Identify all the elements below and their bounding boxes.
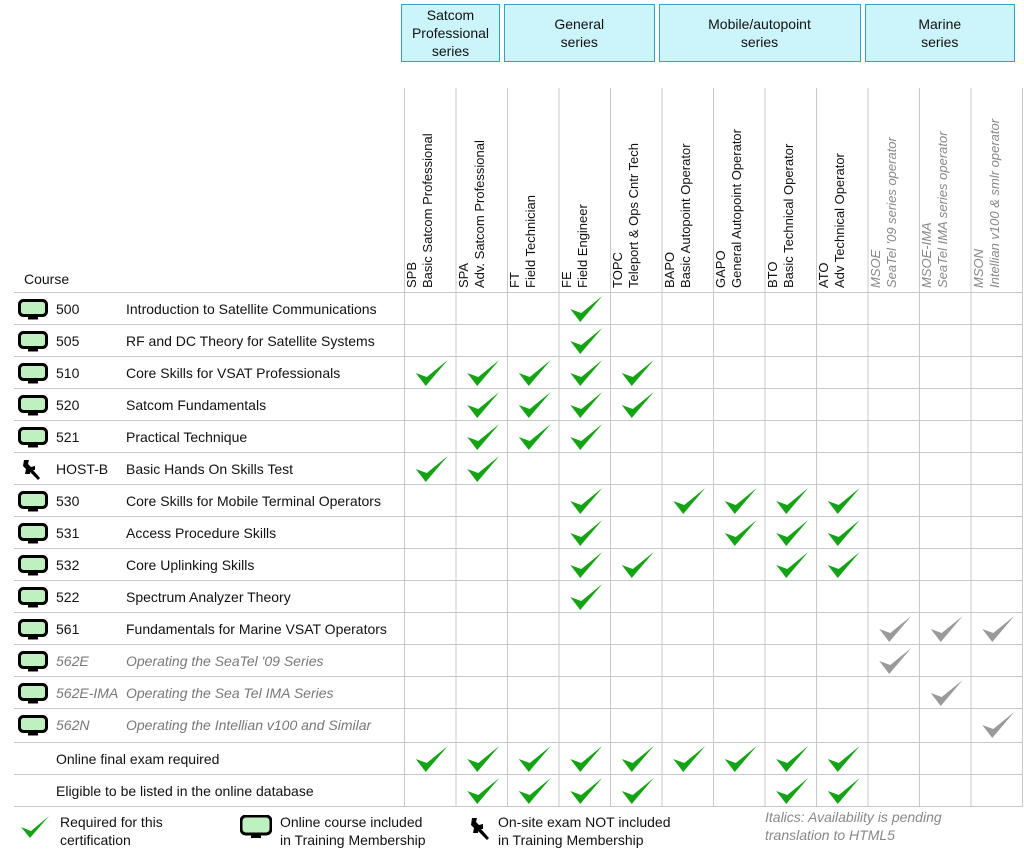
course-number: 562E bbox=[56, 653, 89, 669]
course-title: Spectrum Analyzer Theory bbox=[126, 589, 291, 605]
legend-onsite-text: On-site exam NOT included in Training Membership bbox=[498, 814, 671, 848]
series-label: Marine series bbox=[918, 16, 962, 50]
course-number: 532 bbox=[56, 557, 80, 573]
column-name: Adv Technical Operator bbox=[832, 153, 847, 288]
column-code: TOPC bbox=[610, 252, 625, 288]
course-number: 562E-IMA bbox=[56, 685, 119, 701]
checkmark-icon bbox=[828, 552, 860, 578]
monitor-icon bbox=[18, 395, 48, 417]
checkmark-icon bbox=[776, 488, 808, 514]
column-name: Basic Technical Operator bbox=[780, 143, 796, 288]
row-label: Eligible to be listed in the online database bbox=[56, 783, 314, 799]
monitor-icon bbox=[18, 715, 48, 737]
column-name: General Autopoint Operator bbox=[729, 129, 744, 288]
series-label: General series bbox=[554, 16, 605, 50]
checkmark-icon bbox=[570, 296, 602, 322]
monitor-icon bbox=[18, 491, 48, 513]
monitor-icon bbox=[18, 619, 48, 641]
checkmark-icon bbox=[725, 488, 757, 514]
checkmark-icon bbox=[622, 746, 654, 772]
checkmark-icon bbox=[519, 746, 551, 772]
course-number: 520 bbox=[56, 397, 80, 413]
course-column-header: Course bbox=[24, 271, 70, 287]
course-number: 505 bbox=[56, 333, 80, 349]
checkmark-icon bbox=[622, 552, 654, 578]
checkmark-icon bbox=[570, 328, 602, 354]
course-row bbox=[0, 775, 400, 807]
monitor-icon bbox=[18, 363, 48, 385]
course-row bbox=[0, 325, 400, 357]
course-number: 562N bbox=[56, 717, 90, 733]
course-row bbox=[0, 549, 400, 581]
series-label: Satcom Professional series bbox=[411, 7, 490, 59]
course-title: Operating the Sea Tel IMA Series bbox=[126, 685, 334, 701]
wrench-icon bbox=[18, 459, 48, 481]
course-title: Practical Technique bbox=[126, 429, 248, 445]
legend-check-text: Required for this certification bbox=[60, 814, 163, 848]
course-number: 530 bbox=[56, 493, 80, 509]
checkmark-icon bbox=[828, 520, 860, 546]
course-title: Satcom Fundamentals bbox=[126, 397, 267, 413]
checkmark-icon bbox=[673, 488, 705, 514]
course-row bbox=[0, 709, 400, 741]
column-name: Field Technician bbox=[523, 195, 538, 288]
checkmark-icon bbox=[467, 746, 499, 772]
checkmark-icon bbox=[673, 746, 705, 772]
column-name: Basic Satcom Professional bbox=[420, 133, 435, 288]
series-label: Mobile/autopoint series bbox=[708, 16, 811, 50]
course-row bbox=[0, 293, 400, 325]
course-title: Basic Hands On Skills Test bbox=[126, 461, 294, 477]
monitor-icon bbox=[18, 587, 48, 609]
course-number: HOST-B bbox=[56, 461, 109, 477]
monitor-icon bbox=[18, 523, 48, 545]
course-row bbox=[0, 677, 400, 709]
course-number: 522 bbox=[56, 589, 80, 605]
legend-italic-note: Italics: Availability is pending translation to HTML5 bbox=[765, 809, 942, 843]
course-title: RF and DC Theory for Satellite Systems bbox=[126, 333, 375, 349]
checkmark-icon bbox=[570, 520, 602, 546]
course-title: Operating the Intellian v100 and Similar bbox=[126, 717, 372, 733]
column-code: FE bbox=[558, 271, 574, 288]
column-name: Basic Autopoint Operator bbox=[677, 143, 693, 288]
course-row bbox=[0, 421, 400, 453]
checkmark-icon bbox=[519, 360, 551, 386]
course-title: Core Skills for Mobile Terminal Operators bbox=[126, 493, 381, 509]
course-row bbox=[0, 743, 400, 775]
checkmark-icon bbox=[570, 552, 602, 578]
course-number: 510 bbox=[56, 365, 80, 381]
monitor-icon bbox=[18, 683, 48, 705]
checkmark-icon bbox=[570, 488, 602, 514]
column-code: SPB bbox=[404, 261, 419, 288]
course-row bbox=[0, 517, 400, 549]
course-row bbox=[0, 357, 400, 389]
course-title: Core Skills for VSAT Professionals bbox=[126, 365, 341, 381]
checkmark-icon bbox=[570, 584, 602, 610]
course-row bbox=[0, 613, 400, 645]
course-row bbox=[0, 453, 400, 485]
monitor-icon bbox=[18, 427, 48, 449]
column-code: FT bbox=[507, 272, 522, 288]
checkmark-icon bbox=[622, 778, 654, 804]
checkmark-icon bbox=[519, 392, 551, 418]
monitor-icon bbox=[18, 555, 48, 577]
checkmark-icon bbox=[416, 746, 448, 772]
checkmark-icon bbox=[622, 392, 654, 418]
checkmark-pending-icon bbox=[931, 616, 963, 642]
course-row bbox=[0, 645, 400, 677]
checkmark-pending-icon bbox=[982, 712, 1014, 738]
checkmark-icon bbox=[828, 746, 860, 772]
course-title: Access Procedure Skills bbox=[126, 525, 277, 541]
column-code: SPA bbox=[455, 262, 471, 288]
course-number: 521 bbox=[56, 429, 80, 445]
column-code: BTO bbox=[764, 261, 780, 288]
row-label: Online final exam required bbox=[56, 751, 220, 767]
column-code: GAPO bbox=[713, 250, 728, 288]
checkmark-pending-icon bbox=[879, 616, 911, 642]
checkmark-icon bbox=[416, 360, 448, 386]
checkmark-icon bbox=[570, 746, 602, 772]
course-number: 531 bbox=[56, 525, 80, 541]
checkmark-icon bbox=[570, 392, 602, 418]
legend-online-text: Online course included in Training Membership bbox=[280, 814, 426, 848]
checkmark-icon bbox=[519, 778, 551, 804]
monitor-icon bbox=[18, 651, 48, 673]
course-row bbox=[0, 485, 400, 517]
monitor-icon bbox=[18, 299, 48, 321]
legend-check-icon bbox=[18, 812, 52, 842]
column-name: SeaTel '09 series operator bbox=[883, 137, 899, 288]
course-row bbox=[0, 389, 400, 421]
column-name: Adv. Satcom Professional bbox=[471, 140, 487, 288]
legend-monitor-icon bbox=[240, 815, 272, 839]
course-number: 500 bbox=[56, 301, 80, 317]
column-code: ATO bbox=[816, 262, 831, 288]
column-name: Teleport & Ops Cntr Tech bbox=[626, 143, 641, 288]
column-name: Field Engineer bbox=[574, 204, 590, 288]
checkmark-icon bbox=[467, 424, 499, 450]
checkmark-icon bbox=[776, 778, 808, 804]
course-title: Fundamentals for Marine VSAT Operators bbox=[126, 621, 387, 637]
checkmark-icon bbox=[467, 456, 499, 482]
checkmark-icon bbox=[725, 520, 757, 546]
checkmark-icon bbox=[467, 360, 499, 386]
checkmark-icon bbox=[416, 456, 448, 482]
column-code: MSOE bbox=[867, 249, 883, 288]
checkmark-icon bbox=[519, 424, 551, 450]
course-number: 561 bbox=[56, 621, 80, 637]
checkmark-pending-icon bbox=[879, 648, 911, 674]
checkmark-icon bbox=[570, 360, 602, 386]
column-code: MSON bbox=[970, 249, 986, 288]
column-code: MSOE-IMA bbox=[919, 222, 934, 288]
course-title: Core Uplinking Skills bbox=[126, 557, 255, 573]
checkmark-icon bbox=[828, 488, 860, 514]
checkmark-icon bbox=[570, 424, 602, 450]
checkmark-icon bbox=[828, 778, 860, 804]
column-code: BAPO bbox=[661, 251, 677, 288]
checkmark-icon bbox=[467, 392, 499, 418]
checkmark-pending-icon bbox=[931, 680, 963, 706]
checkmark-icon bbox=[776, 552, 808, 578]
column-name: SeaTel IMA series operator bbox=[935, 131, 950, 288]
monitor-icon bbox=[18, 331, 48, 353]
legend-wrench-icon bbox=[468, 815, 492, 841]
course-row bbox=[0, 581, 400, 613]
checkmark-icon bbox=[570, 778, 602, 804]
checkmark-icon bbox=[467, 778, 499, 804]
course-title: Operating the SeaTel '09 Series bbox=[126, 653, 324, 669]
checkmark-pending-icon bbox=[982, 616, 1014, 642]
checkmark-icon bbox=[776, 746, 808, 772]
checkmark-icon bbox=[725, 746, 757, 772]
column-name: Intellian v100 & smlr operator bbox=[986, 118, 1002, 288]
course-title: Introduction to Satellite Communications bbox=[126, 301, 377, 317]
checkmark-icon bbox=[622, 360, 654, 386]
checkmark-icon bbox=[776, 520, 808, 546]
